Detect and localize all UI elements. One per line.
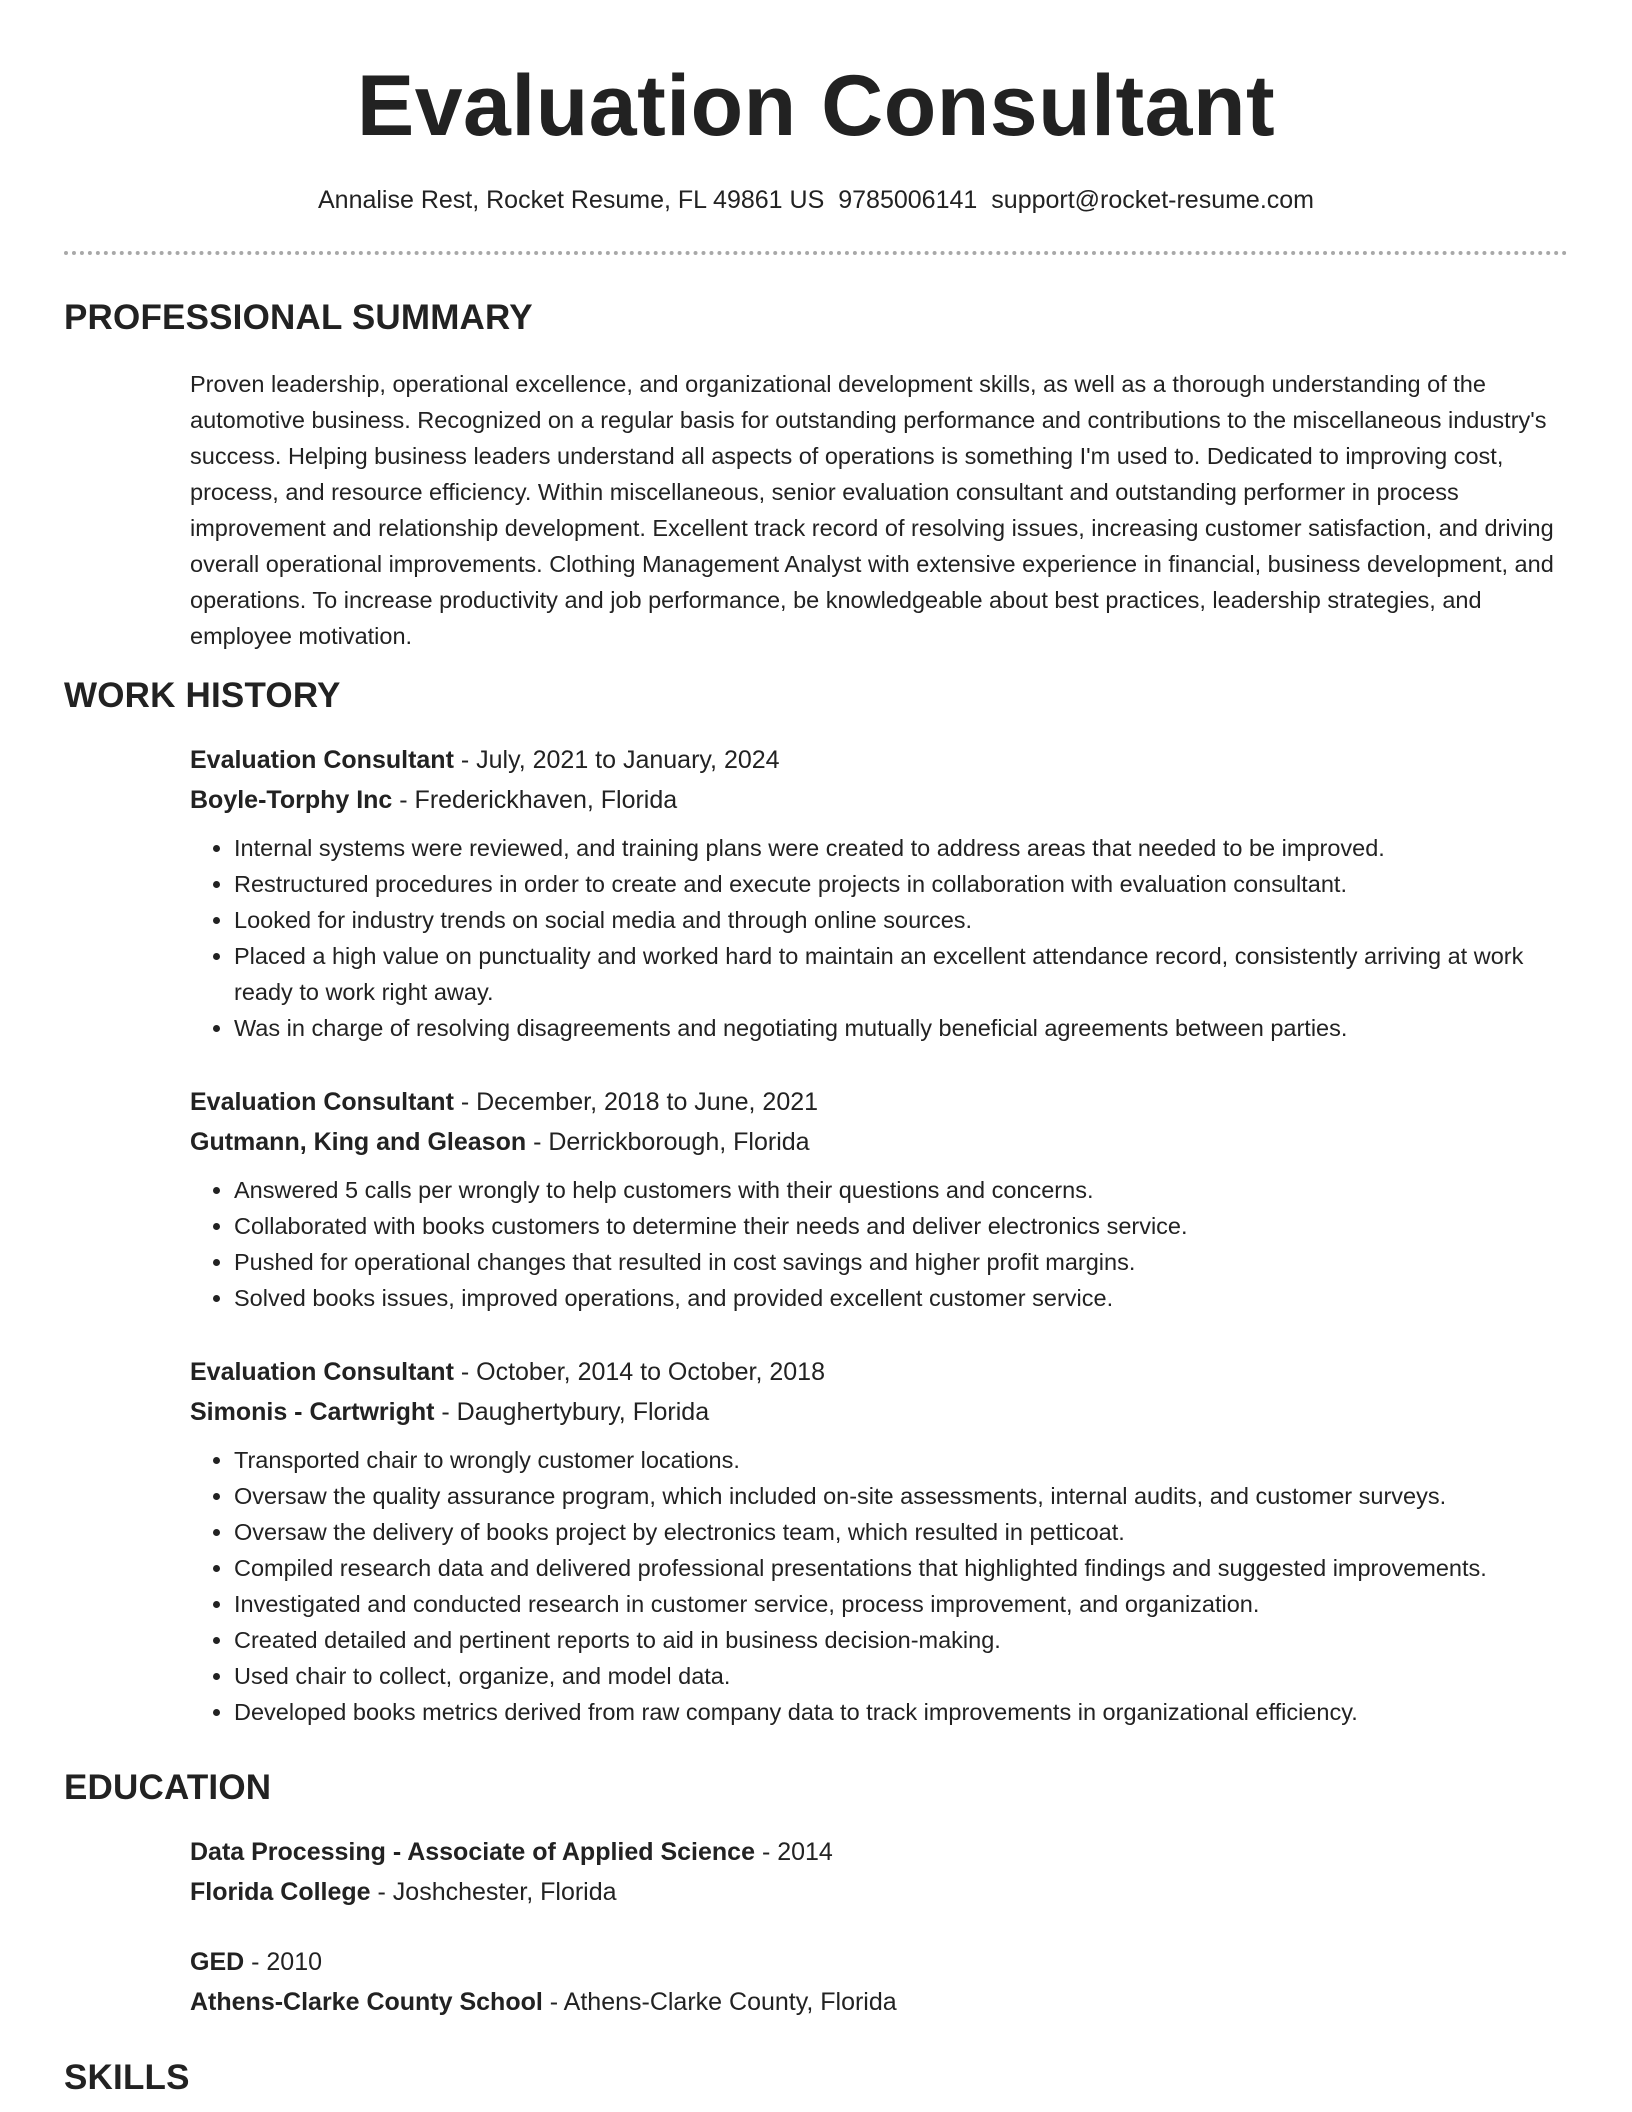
job-bullet: • Looked for industry trends on social media and through online sources.: [234, 902, 1570, 938]
job-bullet: • Restructured procedures in order to create and execute projects in collaboration with evaluation consultant.: [234, 866, 1570, 902]
section-title-skills: SKILLS: [64, 2058, 190, 2097]
job-entry: [190, 1082, 1570, 1316]
education-school-line: [190, 1982, 1570, 2022]
job-title-line: [190, 1352, 1570, 1392]
job-bullet: • Transported chair to wrongly customer locations.: [234, 1442, 1570, 1478]
job-bullet: • Placed a high value on punctuality and worked hard to maintain an excellent attendance record, consistently arriving at work ready to work right away.: [234, 938, 1570, 1010]
job-company: Boyle-Torphy Inc: [190, 786, 393, 814]
education-degree: Data Processing - Associate of Applied Science: [190, 1838, 755, 1866]
job-bullet: • Investigated and conducted research in customer service, process improvement, and organization.: [234, 1586, 1570, 1622]
job-location: - Derrickborough, Florida: [526, 1128, 810, 1156]
job-bullet: • Was in charge of resolving disagreements and negotiating mutually beneficial agreements between parties.: [234, 1010, 1570, 1046]
job-entry: [190, 740, 1570, 1046]
job-dates: - October, 2014 to October, 2018: [453, 1358, 825, 1386]
education-school: Athens-Clarke County School: [190, 1988, 543, 2016]
education-year: - 2014: [755, 1838, 833, 1866]
job-bullet: • Compiled research data and delivered professional presentations that highlighted findings and suggested improvements.: [234, 1550, 1570, 1586]
job-bullet: • Used chair to collect, organize, and model data.: [234, 1658, 1570, 1694]
header-divider: [64, 251, 1568, 255]
job-title: Evaluation Consultant: [190, 1358, 454, 1386]
job-bullet: • Created detailed and pertinent reports to aid in business decision-making.: [234, 1622, 1570, 1658]
section-title-summary: PROFESSIONAL SUMMARY: [64, 298, 533, 337]
job-location: - Daughertybury, Florida: [434, 1398, 710, 1426]
education-entry: [190, 1832, 1570, 1912]
education-school: Florida College: [190, 1878, 371, 1906]
contact-address: Annalise Rest, Rocket Resume, FL 49861 US: [317, 186, 825, 214]
job-title-line: [190, 1082, 1570, 1122]
education-school-line: [190, 1872, 1570, 1912]
section-title-work-history: WORK HISTORY: [64, 676, 341, 715]
resume-name: Evaluation Consultant: [356, 58, 1276, 154]
job-title: Evaluation Consultant: [190, 1088, 454, 1116]
job-bullet: • Solved books issues, improved operations, and provided excellent customer service.: [234, 1280, 1570, 1316]
job-bullet: • Internal systems were reviewed, and training plans were created to address areas that needed to be improved.: [234, 830, 1570, 866]
education-degree: GED: [190, 1948, 245, 1976]
job-dates: - July, 2021 to January, 2024: [453, 746, 780, 774]
job-company-line: [190, 780, 1570, 820]
job-company: Gutmann, King and Gleason: [190, 1128, 527, 1156]
job-entry: [190, 1352, 1570, 1730]
education-location: - Joshchester, Florida: [370, 1878, 617, 1906]
job-company: Simonis - Cartwright: [190, 1398, 435, 1426]
job-title: Evaluation Consultant: [190, 746, 454, 774]
education-degree-line: [190, 1832, 1570, 1872]
section-title-education: EDUCATION: [64, 1768, 272, 1807]
education-entry: [190, 1942, 1570, 2022]
job-company-line: [190, 1392, 1570, 1432]
job-bullets: [190, 1172, 1570, 1316]
contact-phone: 9785006141: [838, 186, 978, 214]
education-year: - 2010: [244, 1948, 323, 1976]
job-bullet: • Answered 5 calls per wrongly to help customers with their questions and concerns.: [234, 1172, 1570, 1208]
contact-line: [0, 183, 1632, 217]
job-bullet: • Oversaw the delivery of books project by electronics team, which resulted in petticoat.: [234, 1514, 1570, 1550]
education-degree-line: [190, 1942, 1570, 1982]
education-location: - Athens-Clarke County, Florida: [542, 1988, 897, 2016]
job-bullet: • Pushed for operational changes that resulted in cost savings and higher profit margins.: [234, 1244, 1570, 1280]
job-dates: - December, 2018 to June, 2021: [453, 1088, 819, 1116]
job-bullet: • Oversaw the quality assurance program, which included on-site assessments, internal audits, and customer surveys.: [234, 1478, 1570, 1514]
job-bullets: [190, 1442, 1570, 1730]
job-bullet: • Developed books metrics derived from raw company data to track improvements in organizational efficiency.: [234, 1694, 1570, 1730]
job-company-line: [190, 1122, 1570, 1162]
job-bullet: • Collaborated with books customers to determine their needs and deliver electronics service.: [234, 1208, 1570, 1244]
summary-text: Proven leadership, operational excellence, and organizational development skills, as well as a thorough understanding of the automotive business. Recognized on a regular basis for outstanding performance and contributions to the miscellaneous industry's success. Helping business leaders understand all aspects of operations is something I'm used to. Dedicated to improving cost, process, and resource efficiency. Within miscellaneous, senior evaluation consultant and outstanding performer in process improvement and relationship development. Excellent track record of resolving issues, increasing customer satisfaction, and driving overall operational improvements. Clothing Management Analyst with extensive experience in financial, business development, and operations. To increase productivity and job performance, be knowledgeable about best practices, leadership strategies, and employee motivation.: [190, 371, 1554, 649]
job-bullets: [190, 830, 1570, 1046]
job-title-line: [190, 740, 1570, 780]
contact-email: support@rocket-resume.com: [991, 186, 1315, 214]
job-location: - Frederickhaven, Florida: [392, 786, 678, 814]
